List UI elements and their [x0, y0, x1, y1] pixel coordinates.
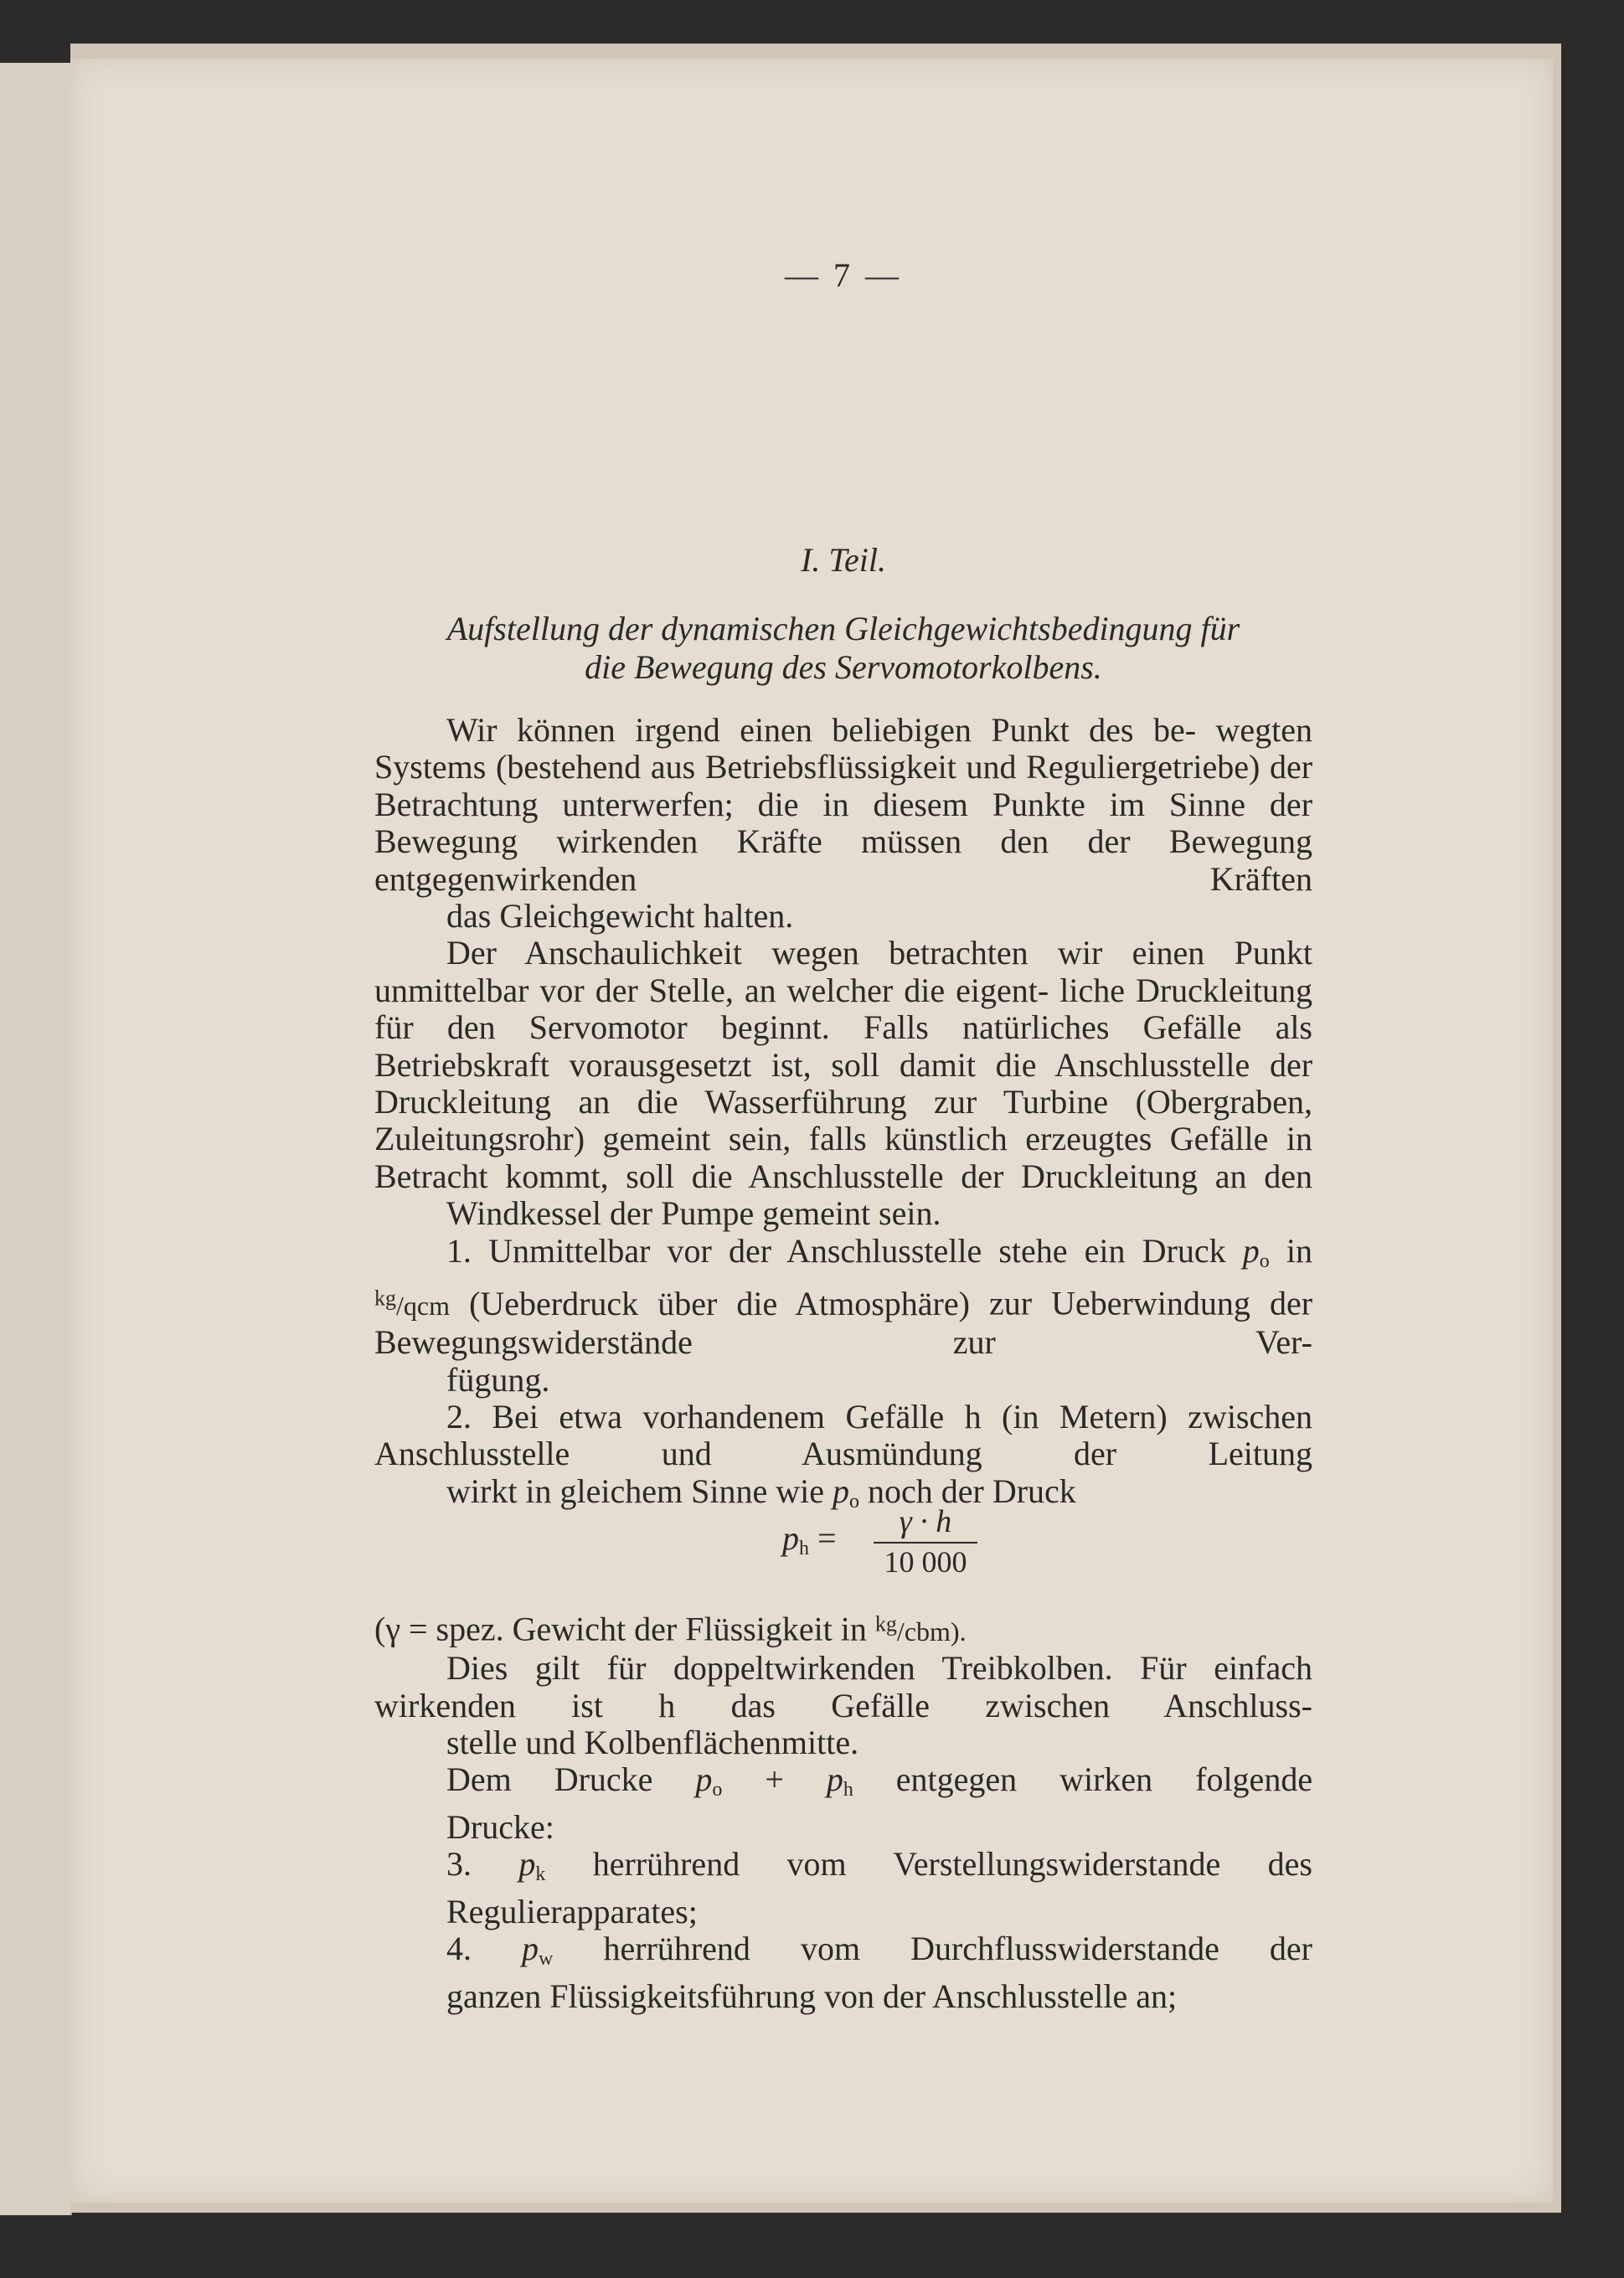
text-line: ganzen Flüssigkeitsführung von der Anschlusstelle an;	[446, 1976, 1178, 2015]
gamma-note	[374, 1605, 1312, 1650]
paragraph-3	[374, 1650, 1312, 1761]
text-line: liche Druckleitung für den Servomotor beginnt. Falls	[374, 971, 1313, 1047]
text-line: Wir können irgend einen beliebigen Punkt des be-	[446, 711, 1197, 749]
text-line: Reguliergetriebe) der Betrachtung unterwerfen; die in	[374, 748, 1313, 823]
symbol-subscript: w	[539, 1948, 554, 1971]
text-line: gemeint sein, falls künstlich erzeugtes Gefälle in Betracht	[374, 1120, 1313, 1195]
item-number: 3.	[446, 1845, 472, 1884]
unit-denominator: /cbm).	[896, 1616, 967, 1647]
text-fragment: noch der Druck	[868, 1471, 1076, 1510]
text-fragment: entgegen wirken folgende	[895, 1760, 1313, 1799]
text-line	[374, 1473, 1312, 1520]
text-line	[446, 1930, 1313, 1971]
text-line: zur Ueberwindung der Bewegungswiderstände zur Ver-	[374, 1284, 1313, 1362]
text-fragment: (Ueberdruck über die Atmosphäre)	[469, 1284, 970, 1322]
unit-kg-cbm	[874, 1611, 967, 1647]
text-line: Drucke:	[446, 1807, 554, 1846]
left-page-edge	[0, 63, 72, 2215]
symbol-p: p	[695, 1760, 713, 1799]
symbol-p: p	[1242, 1231, 1260, 1270]
equals-sign: =	[809, 1519, 837, 1558]
symbol-subscript: h	[843, 1779, 853, 1801]
paragraph-2	[374, 935, 1312, 1232]
item-1	[374, 1233, 1312, 1399]
text-line	[446, 1760, 1313, 1801]
fraction-denominator: 10 000	[884, 1545, 967, 1580]
text-line: stelle und Kolbenflächenmitte.	[446, 1724, 859, 1762]
symbol-p: p	[833, 1471, 850, 1510]
section-heading-line-2: die Bewegung des Servomotorkolbens.	[585, 648, 1102, 686]
text-fragment: wirkt in gleichem Sinne wie	[446, 1471, 825, 1510]
page-content	[374, 59, 1312, 2203]
text-line: natürliches Gefälle als Betriebskraft vorausgesetzt ist,	[374, 1008, 1312, 1084]
text-line: kommt, soll die Anschlusstelle der Druckleitung an den	[505, 1157, 1313, 1195]
item-4	[374, 1930, 1312, 2015]
text-fragment: (γ = spez. Gewicht der Flüssigkeit in	[374, 1610, 867, 1648]
text-line: müssen den der Bewegung entgegenwirkenden Kräften	[374, 822, 1312, 898]
text-line: Windkessel der Pumpe gemeint sein.	[446, 1194, 941, 1233]
book-page	[70, 59, 1553, 2203]
symbol-p: p	[826, 1760, 843, 1799]
text-line: 1. Unmittelbar vor der Anschlusstelle stehe ein	[446, 1231, 1126, 1270]
symbol-p: p	[522, 1930, 539, 1968]
symbol-p: p	[518, 1845, 536, 1884]
text-line: Punkt unmittelbar vor der Stelle, an welcher die eigent-	[374, 934, 1312, 1009]
formula-fraction	[869, 1503, 982, 1579]
unit-numerator: kg	[374, 1286, 396, 1311]
text-line: das Gleichgewicht halten.	[446, 897, 794, 935]
page-number: — 7 —	[785, 256, 902, 294]
paragraph-4	[374, 1761, 1312, 1846]
text-fragment: in	[1286, 1231, 1313, 1270]
symbol-subscript: o	[1259, 1250, 1270, 1272]
symbol-subscript: o	[849, 1490, 860, 1513]
text-line: 2. Bei etwa vorhandenem Gefälle h (in Metern)	[446, 1397, 1168, 1435]
text-fragment: Dem Drucke	[446, 1760, 653, 1799]
text-fragment: herrührend vom Durchflusswiderstande der	[603, 1930, 1313, 1968]
symbol-subscript: k	[535, 1863, 546, 1886]
symbol-subscript: h	[799, 1538, 809, 1560]
section-heading-line-1: Aufstellung der dynamischen Gleichgewichtsbedingung für	[446, 610, 1240, 647]
text-line: Wasserführung zur Turbine (Obergraben, Zuleitungsrohr)	[374, 1083, 1312, 1158]
formula-ph	[374, 1504, 1312, 1605]
paragraph-1	[374, 712, 1312, 935]
text-line: soll damit die Anschlusstelle der Druckleitung an die	[374, 1045, 1313, 1121]
item-3	[374, 1846, 1312, 1930]
text-line: Regulierapparates;	[446, 1892, 698, 1930]
text-line: einfach wirkenden ist h das Gefälle zwischen Anschluss-	[374, 1649, 1312, 1724]
part-title: I. Teil.	[801, 541, 886, 579]
item-number: 4.	[446, 1930, 472, 1968]
text-fragment: Druck	[1142, 1231, 1226, 1270]
fraction-numerator: γ · h	[899, 1504, 952, 1540]
text-line: zwischen Anschlusstelle und Ausmündung der Leitung	[374, 1397, 1312, 1473]
formula-lhs	[782, 1520, 837, 1567]
fraction-bar	[874, 1542, 977, 1544]
text-line	[446, 1845, 1312, 1886]
text-line: fügung.	[446, 1360, 550, 1399]
symbol-subscript: o	[712, 1779, 723, 1801]
item-2	[374, 1399, 1312, 1520]
body-text	[374, 712, 1312, 2015]
unit-kg-qcm	[374, 1286, 450, 1321]
unit-denominator: /qcm	[396, 1290, 450, 1321]
plus-sign: +	[765, 1760, 784, 1799]
unit-numerator: kg	[874, 1611, 897, 1636]
symbol-p: p	[782, 1519, 799, 1558]
text-line: Dies gilt für doppeltwirkenden Treibkolben. Für	[446, 1649, 1187, 1688]
text-fragment: herrührend vom Verstellungswiderstande des	[592, 1845, 1312, 1884]
text-line: wegten Systems (bestehend aus Betriebsflüssigkeit und	[374, 711, 1313, 786]
text-line: Der Anschaulichkeit wegen betrachten wir einen	[446, 934, 1205, 972]
section-heading	[374, 610, 1312, 687]
text-line: diesem Punkte im Sinne der Bewegung wirkenden Kräfte	[374, 785, 1313, 861]
